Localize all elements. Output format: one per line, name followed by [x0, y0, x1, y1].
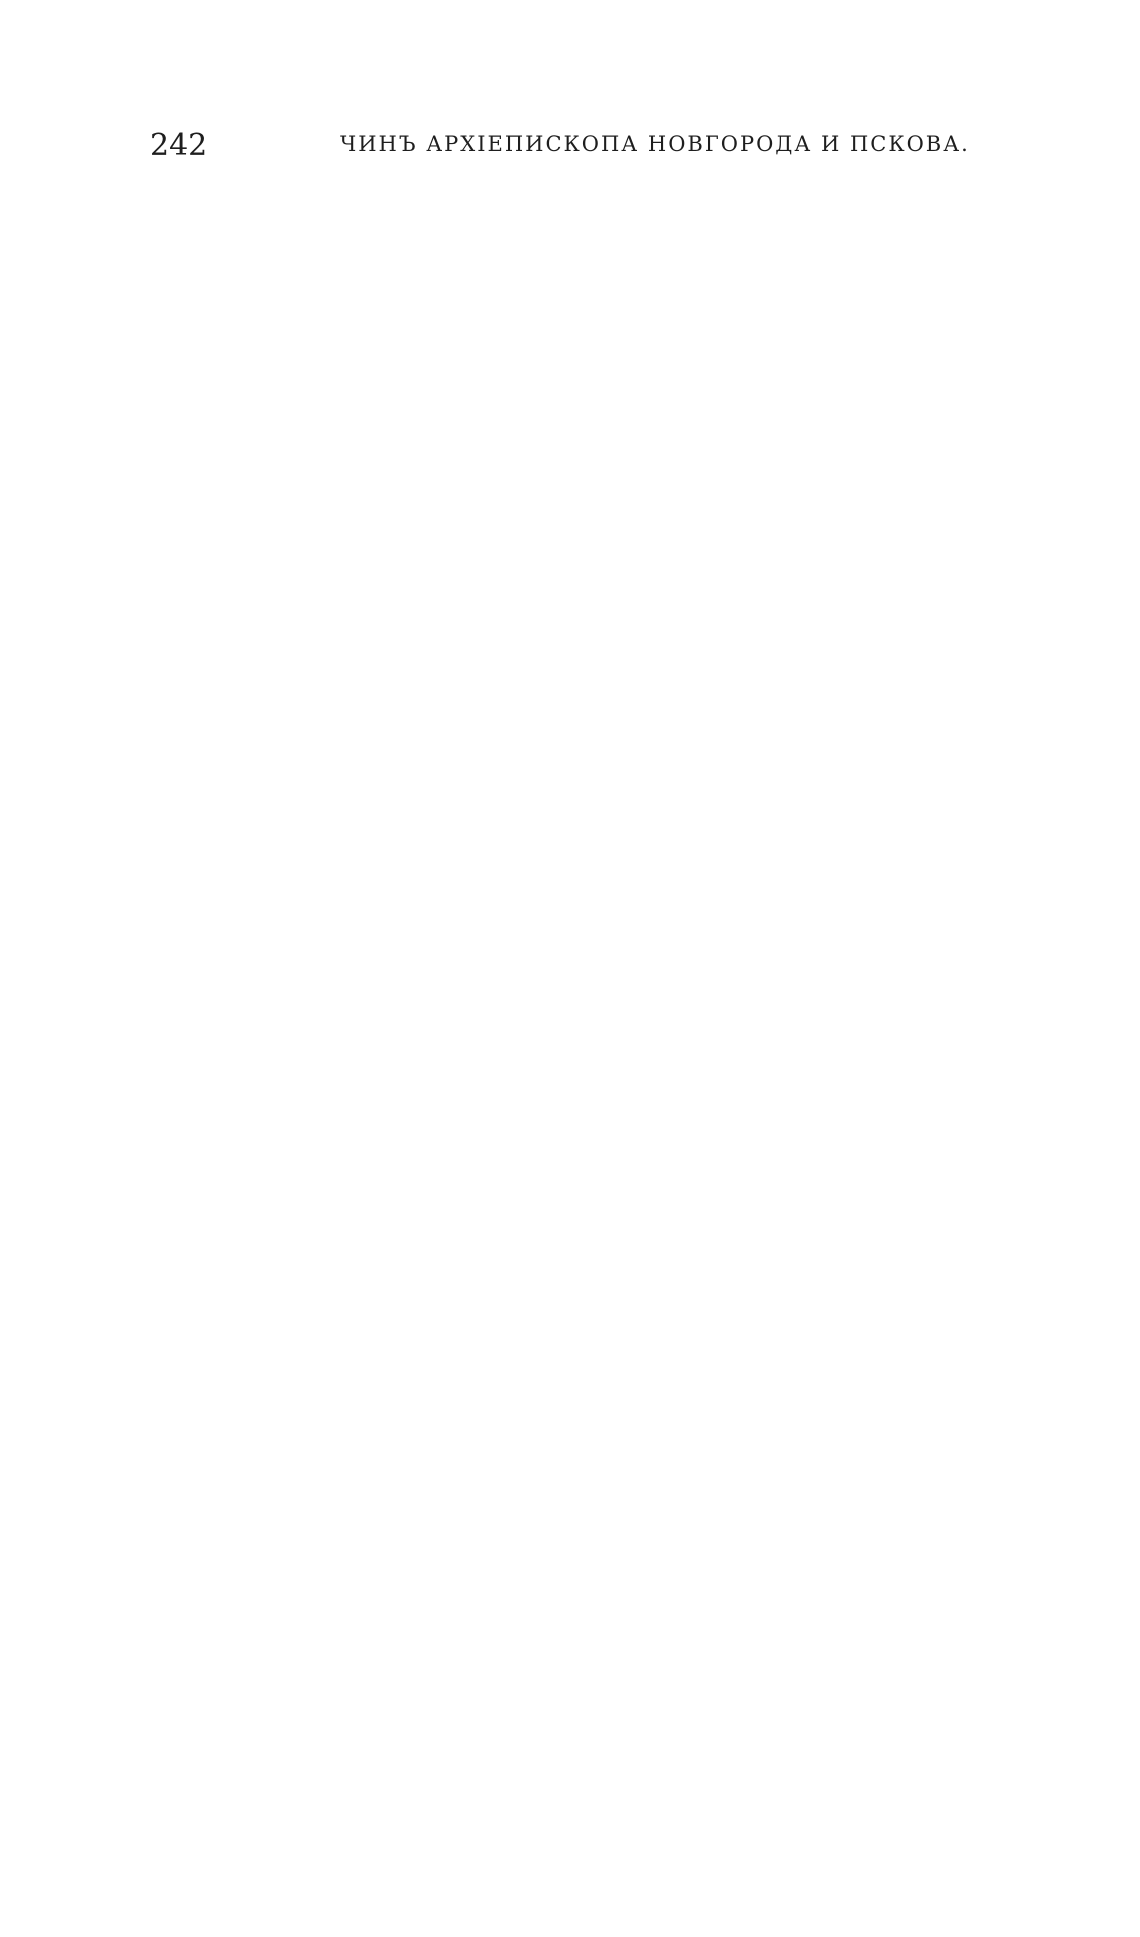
text-line: [150, 444, 1050, 488]
text-line: [150, 1764, 1050, 1808]
text-line: [150, 1676, 1050, 1720]
text-line: [150, 1016, 1050, 1060]
text-line: [150, 1148, 1050, 1192]
text-line: [150, 1104, 1050, 1148]
header: [150, 128, 1050, 168]
text-line: [150, 1412, 1050, 1456]
text-line: [150, 1368, 1050, 1412]
text-line: [150, 620, 1050, 664]
text-line: [150, 400, 1050, 444]
text-line: [150, 576, 1050, 620]
text-line: [150, 268, 1050, 312]
text-line: [150, 664, 1050, 708]
text-line: [150, 180, 1050, 224]
text-line: [150, 312, 1050, 356]
text-line: [150, 224, 1050, 268]
text-line: [150, 840, 1050, 884]
text-line: [150, 532, 1050, 576]
text-line: [150, 1500, 1050, 1544]
text-line: [150, 1588, 1050, 1632]
text-line: [150, 1544, 1050, 1588]
text-line: [150, 488, 1050, 532]
text-line: [150, 1280, 1050, 1324]
body-text: [150, 180, 1050, 1808]
text-line: [150, 752, 1050, 796]
text-line: [150, 1192, 1050, 1236]
running-head: ЧИНЪ АРХІЕПИСКОПА НОВГОРОДА И ПСКОВА.: [340, 132, 970, 156]
text-line: [150, 972, 1050, 1016]
text-line: [150, 1720, 1050, 1764]
page-number: 242: [150, 128, 208, 163]
text-line: [150, 796, 1050, 840]
text-line: [150, 708, 1050, 752]
text-line: [150, 928, 1050, 972]
text-line: [150, 884, 1050, 928]
text-line: [150, 1324, 1050, 1368]
text-line: [150, 1236, 1050, 1280]
text-line: [150, 1456, 1050, 1500]
text-line: [150, 1632, 1050, 1676]
text-line: [150, 356, 1050, 400]
text-line: [150, 1060, 1050, 1104]
